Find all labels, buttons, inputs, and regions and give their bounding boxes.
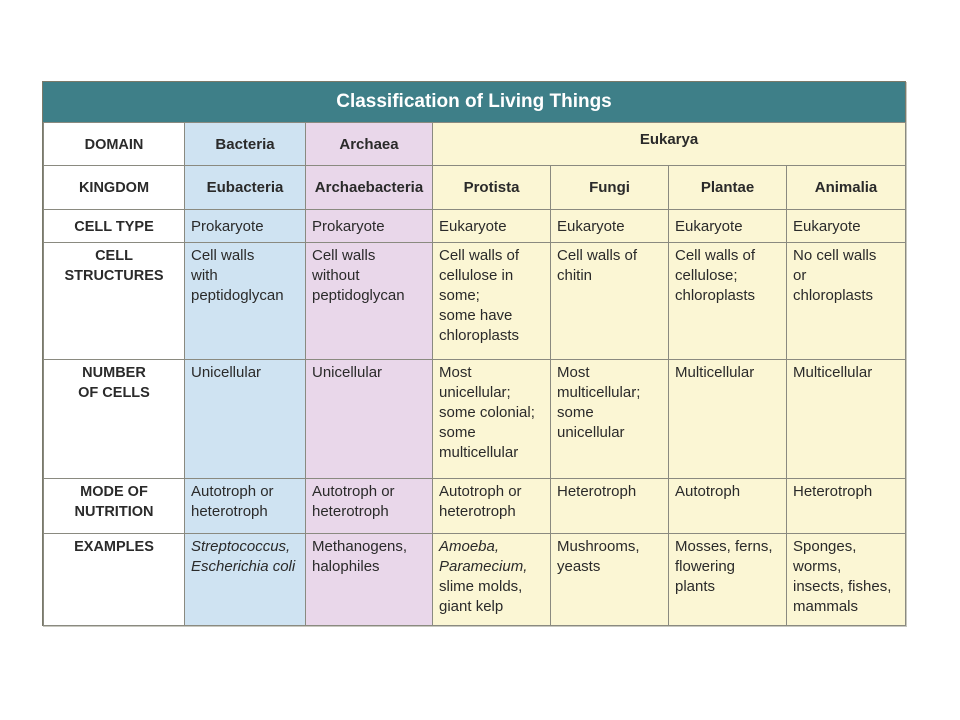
cell-line: Most bbox=[439, 364, 472, 381]
cell-line: Most bbox=[557, 364, 590, 381]
mode-of-nutrition-row bbox=[44, 479, 906, 534]
cell-line: multicellular; bbox=[557, 384, 641, 401]
examples-cell bbox=[551, 534, 669, 626]
row-header-line: NUMBER bbox=[82, 365, 146, 381]
cell-line: some bbox=[439, 424, 476, 441]
kingdom-cell: Plantae bbox=[669, 166, 787, 210]
row-header-kingdom: KINGDOM bbox=[44, 166, 185, 210]
cell-structures-cell bbox=[551, 243, 669, 360]
cell-line: some have bbox=[439, 307, 513, 324]
row-header-line: OF CELLS bbox=[78, 385, 150, 401]
cell-structures-cell bbox=[433, 243, 551, 360]
cell-line: peptidoglycan bbox=[312, 287, 405, 304]
cell-structures-cell bbox=[787, 243, 906, 360]
cell-type-cell: Eukaryote bbox=[669, 210, 787, 243]
cell-line: Unicellular bbox=[191, 364, 262, 381]
nutrition-cell bbox=[306, 479, 433, 534]
cell-type-cell: Eukaryote bbox=[787, 210, 906, 243]
cell-type-cell: Prokaryote bbox=[306, 210, 433, 243]
kingdom-cell: Protista bbox=[433, 166, 551, 210]
cell-line: insects, fishes, bbox=[793, 578, 892, 595]
cell-line: Mushrooms, bbox=[557, 538, 640, 555]
kingdom-cell: Animalia bbox=[787, 166, 906, 210]
cell-type-row bbox=[44, 210, 906, 243]
cell-line: Mosses, ferns, bbox=[675, 538, 773, 555]
cell-line: some; bbox=[439, 287, 480, 304]
cell-line: unicellular; bbox=[439, 384, 511, 401]
row-header-line: CELL bbox=[95, 248, 133, 264]
cell-line: without bbox=[312, 267, 360, 284]
cell-line: halophiles bbox=[312, 558, 380, 575]
row-header-number-of-cells bbox=[44, 360, 185, 479]
cell-line: slime molds, bbox=[439, 578, 523, 595]
cell-line: heterotroph bbox=[191, 503, 268, 520]
domain-archaea: Archaea bbox=[306, 123, 433, 166]
cell-line: Cell walls bbox=[312, 247, 376, 264]
nutrition-cell bbox=[669, 479, 787, 534]
examples-cell bbox=[433, 534, 551, 626]
cell-line: heterotroph bbox=[312, 503, 389, 520]
cell-line: Amoeba, bbox=[439, 538, 500, 555]
cell-type-cell: Eukaryote bbox=[551, 210, 669, 243]
cell-line: yeasts bbox=[557, 558, 601, 575]
cell-line: Multicellular bbox=[675, 364, 755, 381]
cell-line: plants bbox=[675, 578, 716, 595]
domain-bacteria: Bacteria bbox=[185, 123, 306, 166]
examples-cell bbox=[787, 534, 906, 626]
cell-line: Heterotroph bbox=[793, 483, 873, 500]
row-header-cell-structures bbox=[44, 243, 185, 360]
cell-line: some colonial; bbox=[439, 404, 535, 421]
cell-line: No cell walls bbox=[793, 247, 877, 264]
cell-line: Autotroph or bbox=[439, 483, 522, 500]
number-of-cells-cell bbox=[669, 360, 787, 479]
cell-line: chloroplasts bbox=[793, 287, 874, 304]
cell-line: giant kelp bbox=[439, 598, 504, 615]
table-title: Classification of Living Things bbox=[43, 82, 905, 122]
cell-line: Sponges, bbox=[793, 538, 857, 555]
nutrition-cell bbox=[551, 479, 669, 534]
kingdom-row bbox=[44, 166, 906, 210]
row-header-domain: DOMAIN bbox=[44, 123, 185, 166]
examples-cell bbox=[185, 534, 306, 626]
row-header-line: NUTRITION bbox=[74, 504, 154, 520]
cell-line: Cell walls of bbox=[557, 247, 638, 264]
cell-line: multicellular bbox=[439, 444, 519, 461]
cell-line: Cell walls of bbox=[675, 247, 756, 264]
cell-line: Methanogens, bbox=[312, 538, 408, 555]
cell-line: Escherichia coli bbox=[191, 558, 296, 575]
nutrition-cell bbox=[433, 479, 551, 534]
kingdom-cell: Fungi bbox=[551, 166, 669, 210]
classification-card bbox=[42, 81, 906, 626]
cell-line: worms, bbox=[793, 558, 842, 575]
nutrition-cell bbox=[185, 479, 306, 534]
kingdom-cell: Archaebacteria bbox=[306, 166, 433, 210]
cell-line: Cell walls of bbox=[439, 247, 520, 264]
cell-line: Streptococcus, bbox=[191, 538, 291, 555]
number-of-cells-cell bbox=[433, 360, 551, 479]
cell-line: Cell walls bbox=[191, 247, 255, 264]
cell-line: Paramecium, bbox=[439, 558, 528, 575]
row-header-line: STRUCTURES bbox=[64, 268, 164, 284]
cell-line: Multicellular bbox=[793, 364, 873, 381]
cell-line: flowering bbox=[675, 558, 736, 575]
cell-line: Unicellular bbox=[312, 364, 383, 381]
number-of-cells-cell bbox=[787, 360, 906, 479]
row-header-examples: EXAMPLES bbox=[44, 534, 185, 626]
cell-line: chloroplasts bbox=[675, 287, 756, 304]
cell-line: heterotroph bbox=[439, 503, 516, 520]
kingdom-cell: Eubacteria bbox=[185, 166, 306, 210]
cell-type-cell: Eukaryote bbox=[433, 210, 551, 243]
row-header-cell-type: CELL TYPE bbox=[44, 210, 185, 243]
cell-line: Autotroph or bbox=[191, 483, 274, 500]
cell-line: Heterotroph bbox=[557, 483, 637, 500]
cell-line: Autotroph bbox=[675, 483, 741, 500]
examples-row bbox=[44, 534, 906, 626]
nutrition-cell bbox=[787, 479, 906, 534]
cell-structures-cell bbox=[185, 243, 306, 360]
examples-cell bbox=[669, 534, 787, 626]
cell-line: with bbox=[191, 267, 218, 284]
cell-line: peptidoglycan bbox=[191, 287, 284, 304]
row-header-line: MODE OF bbox=[80, 484, 148, 500]
classification-table bbox=[43, 122, 906, 626]
number-of-cells-row bbox=[44, 360, 906, 479]
cell-line: unicellular bbox=[557, 424, 625, 441]
number-of-cells-cell bbox=[185, 360, 306, 479]
cell-type-cell: Prokaryote bbox=[185, 210, 306, 243]
number-of-cells-cell bbox=[551, 360, 669, 479]
cell-line: Autotroph or bbox=[312, 483, 395, 500]
number-of-cells-cell bbox=[306, 360, 433, 479]
cell-line: cellulose in bbox=[439, 267, 514, 284]
cell-structures-row bbox=[44, 243, 906, 360]
cell-line: mammals bbox=[793, 598, 859, 615]
row-header-mode-of-nutrition bbox=[44, 479, 185, 534]
cell-structures-cell bbox=[669, 243, 787, 360]
examples-cell bbox=[306, 534, 433, 626]
cell-line: cellulose; bbox=[675, 267, 738, 284]
cell-line: chitin bbox=[557, 267, 593, 284]
cell-line: or bbox=[793, 267, 807, 284]
cell-structures-cell bbox=[306, 243, 433, 360]
cell-line: chloroplasts bbox=[439, 327, 520, 344]
domain-eukarya: Eukarya bbox=[433, 123, 906, 166]
domain-row bbox=[44, 123, 906, 166]
cell-line: some bbox=[557, 404, 594, 421]
